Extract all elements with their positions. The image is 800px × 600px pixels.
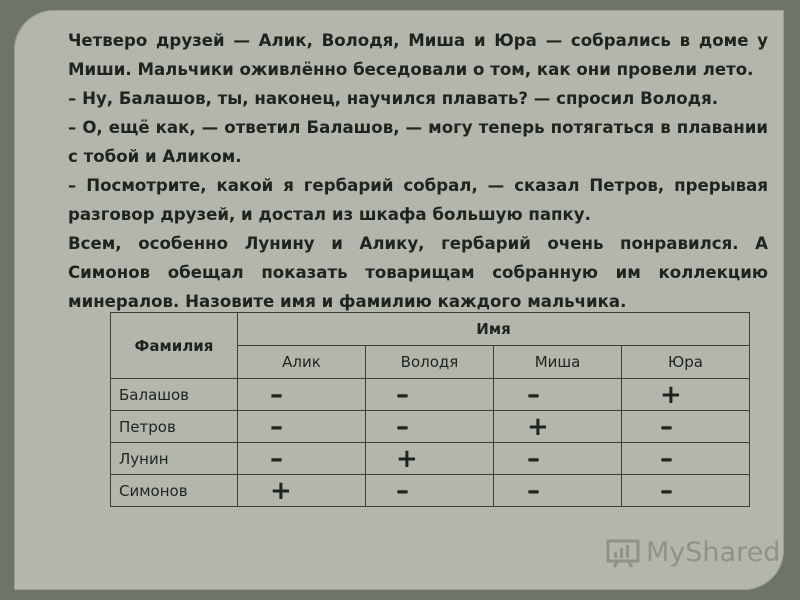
mark: – — [527, 443, 540, 474]
mark-cell — [366, 475, 494, 507]
mark: – — [396, 379, 409, 410]
presentation-chart-icon — [606, 538, 640, 568]
mark: + — [527, 411, 549, 442]
mark: – — [270, 411, 283, 442]
mark-cell — [366, 379, 494, 411]
mark: – — [270, 443, 283, 474]
mark: – — [527, 379, 540, 410]
mark: – — [660, 443, 673, 474]
surname-header: Фамилия — [111, 313, 238, 379]
mark-cell — [622, 443, 750, 475]
mark-cell — [494, 379, 622, 411]
mark-cell — [494, 475, 622, 507]
mark: – — [396, 475, 409, 506]
logic-table — [110, 312, 750, 507]
table-row — [111, 411, 750, 443]
name-header: Имя — [238, 313, 750, 346]
paragraph-question: Всем, особенно Лунину и Алику, гербарий очень понравился. А Симонов обещал показать товарищам собранную им коллекцию минералов. Назовите имя и фамилию каждого мальчика. — [68, 234, 768, 311]
paragraph-dialog-2: – О, ещё как, — ответил Балашов, — могу теперь потягаться в плавании с тобой и Аликом. — [68, 118, 768, 166]
mark: – — [527, 475, 540, 506]
mark: + — [396, 443, 418, 474]
mark-cell — [494, 411, 622, 443]
paragraph-dialog-3: – Посмотрите, какой я гербарий собрал, — сказал Петров, прерывая разговор друзей, и достал из шкафа большую папку. — [68, 176, 768, 224]
mark: + — [660, 379, 682, 410]
mark: – — [660, 475, 673, 506]
name-column-volodya: Володя — [366, 346, 494, 379]
mark-cell — [622, 475, 750, 507]
problem-text — [68, 26, 768, 316]
mark-cell — [366, 443, 494, 475]
mark-cell — [494, 443, 622, 475]
row-surname: Балашов — [111, 379, 238, 411]
mark-cell — [238, 443, 366, 475]
mark: + — [270, 475, 292, 506]
paragraph-intro: Четверо друзей — Алик, Володя, Миша и Юра — собрались в доме у Миши. Мальчики оживлённо беседовали о том, как они провели лето. — [68, 31, 768, 79]
mark-cell — [238, 379, 366, 411]
mark-cell — [238, 411, 366, 443]
name-column-yura: Юра — [622, 346, 750, 379]
mark: – — [660, 411, 673, 442]
mark-cell — [366, 411, 494, 443]
paragraph-dialog-1: – Ну, Балашов, ты, наконец, научился плавать? — спросил Володя. — [68, 89, 719, 108]
row-surname: Петров — [111, 411, 238, 443]
table-header-row — [111, 313, 750, 346]
watermark-text: MyShared — [646, 537, 781, 568]
table-row — [111, 475, 750, 507]
table-row — [111, 443, 750, 475]
row-surname: Симонов — [111, 475, 238, 507]
name-column-alik: Алик — [238, 346, 366, 379]
watermark-logo — [606, 537, 780, 568]
mark: – — [396, 411, 409, 442]
table-row — [111, 379, 750, 411]
mark-cell — [622, 379, 750, 411]
mark: – — [270, 379, 283, 410]
mark-cell — [238, 475, 366, 507]
row-surname: Лунин — [111, 443, 238, 475]
mark-cell — [622, 411, 750, 443]
name-column-misha: Миша — [494, 346, 622, 379]
